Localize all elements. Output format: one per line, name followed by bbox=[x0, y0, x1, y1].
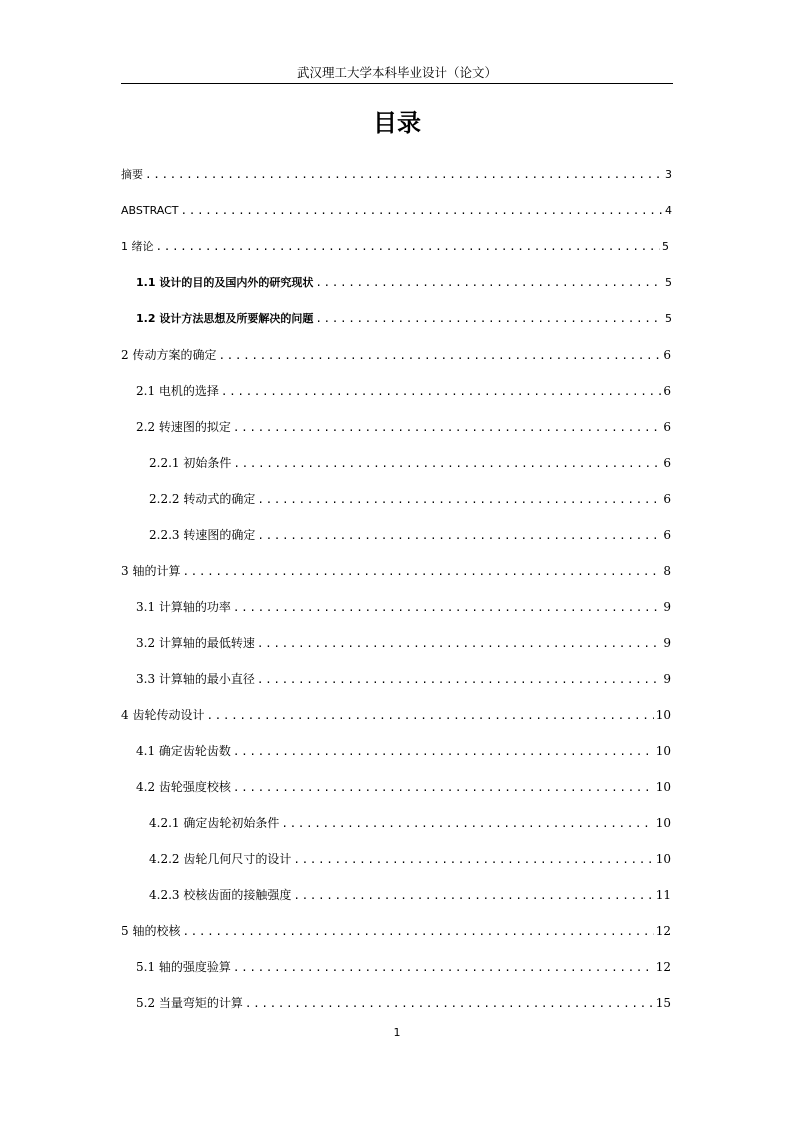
toc-leader bbox=[181, 202, 663, 220]
toc-entry[interactable] bbox=[149, 454, 671, 472]
toc-entry-label: 1 绪论 bbox=[121, 240, 154, 253]
toc-leader bbox=[315, 310, 663, 328]
toc-entry-label: 1.1 设计的目的及国内外的研究现状 bbox=[136, 276, 314, 289]
toc-leader bbox=[145, 166, 663, 184]
toc-entry[interactable] bbox=[149, 814, 671, 832]
toc-entry-page: 6 bbox=[663, 456, 671, 470]
toc-entry-label: 4.1 确定齿轮齿数 bbox=[136, 744, 231, 758]
toc-entry-page: 6 bbox=[663, 348, 671, 362]
toc-entry[interactable] bbox=[121, 562, 671, 580]
toc-entry-page: 10 bbox=[655, 852, 671, 866]
toc-leader bbox=[221, 383, 661, 400]
toc-entry-page: 5 bbox=[662, 240, 669, 253]
toc-entry[interactable] bbox=[136, 958, 671, 976]
toc-entry[interactable] bbox=[136, 310, 672, 328]
toc-entry-page: 9 bbox=[663, 636, 671, 650]
toc-leader bbox=[281, 815, 653, 832]
toc-leader bbox=[233, 419, 661, 436]
toc-leader bbox=[233, 959, 654, 976]
toc-entry[interactable] bbox=[121, 346, 671, 364]
toc-entry[interactable] bbox=[136, 742, 671, 760]
header-rule bbox=[121, 83, 673, 84]
toc-entry-label: 摘要 bbox=[121, 168, 143, 181]
toc-entry-page: 15 bbox=[655, 996, 671, 1010]
toc-entry[interactable] bbox=[121, 202, 672, 220]
toc-leader bbox=[315, 274, 663, 292]
toc-entry-label: 3.3 计算轴的最小直径 bbox=[136, 672, 255, 686]
toc-entry[interactable] bbox=[136, 382, 671, 400]
toc-entry-page: 10 bbox=[655, 708, 671, 722]
toc-entry[interactable] bbox=[149, 526, 671, 544]
toc-entry[interactable] bbox=[149, 490, 671, 508]
toc-entry[interactable] bbox=[136, 598, 671, 616]
toc-entry[interactable] bbox=[136, 274, 672, 292]
toc-leader bbox=[257, 491, 661, 508]
toc-entry-label: 1.2 设计方法思想及所要解决的问题 bbox=[136, 312, 314, 325]
toc-entry-page: 6 bbox=[663, 420, 671, 434]
toc-entry-label: 3.1 计算轴的功率 bbox=[136, 600, 231, 614]
toc-leader bbox=[156, 238, 661, 256]
toc-entry-label: 4 齿轮传动设计 bbox=[121, 708, 205, 722]
toc-entry-label: 4.2.3 校核齿面的接触强度 bbox=[149, 888, 292, 902]
toc-entry-page: 10 bbox=[655, 816, 671, 830]
toc-entry[interactable] bbox=[136, 418, 671, 436]
toc-entry-page: 11 bbox=[655, 888, 671, 902]
toc-leader bbox=[245, 995, 654, 1012]
toc-entry-page: 9 bbox=[663, 600, 671, 614]
toc-leader bbox=[257, 635, 661, 652]
toc-entry-page: 5 bbox=[665, 312, 672, 325]
toc-entry[interactable] bbox=[149, 850, 671, 868]
toc-entry[interactable] bbox=[136, 778, 671, 796]
toc-entry[interactable] bbox=[136, 634, 671, 652]
toc-entry-label: 3.2 计算轴的最低转速 bbox=[136, 636, 255, 650]
toc-entry[interactable] bbox=[121, 166, 672, 184]
toc-entry-label: ABSTRACT bbox=[121, 204, 179, 217]
toc-entry-page: 6 bbox=[663, 384, 671, 398]
toc-entry-page: 5 bbox=[665, 276, 672, 289]
toc-entry-label: 2.2.2 转动式的确定 bbox=[149, 492, 256, 506]
toc-leader bbox=[233, 743, 654, 760]
toc-leader bbox=[257, 671, 661, 688]
toc-entry[interactable] bbox=[136, 994, 671, 1012]
toc-entry[interactable] bbox=[136, 670, 671, 688]
toc-leader bbox=[182, 563, 661, 580]
toc-entry-page: 12 bbox=[655, 960, 671, 974]
toc-entry-page: 3 bbox=[665, 168, 672, 181]
toc-leader bbox=[182, 923, 653, 940]
toc-entry[interactable] bbox=[149, 886, 671, 904]
toc-entry-label: 4.2 齿轮强度校核 bbox=[136, 780, 231, 794]
toc-entry[interactable] bbox=[121, 922, 671, 940]
page-header: 武汉理工大学本科毕业设计（论文） bbox=[296, 65, 497, 80]
toc-leader bbox=[233, 455, 661, 472]
toc-leader bbox=[257, 527, 661, 544]
toc-entry-label: 4.2.2 齿轮几何尺寸的设计 bbox=[149, 852, 292, 866]
toc-title: 目录 bbox=[373, 109, 421, 137]
toc-entry-page: 4 bbox=[665, 204, 672, 217]
toc-entry-label: 5.2 当量弯矩的计算 bbox=[136, 996, 243, 1010]
toc-entry-label: 2.2.3 转速图的确定 bbox=[149, 528, 256, 542]
toc-entry-page: 10 bbox=[655, 744, 671, 758]
toc-entry-label: 3 轴的计算 bbox=[121, 564, 181, 578]
toc-entry-label: 2.2.1 初始条件 bbox=[149, 456, 232, 470]
toc-leader bbox=[293, 851, 653, 868]
toc-entry-label: 4.2.1 确定齿轮初始条件 bbox=[149, 816, 280, 830]
toc-entry[interactable] bbox=[121, 706, 671, 724]
toc-entry-label: 5 轴的校核 bbox=[121, 924, 181, 938]
toc-entry-page: 10 bbox=[655, 780, 671, 794]
toc-leader bbox=[206, 707, 653, 724]
page-number: 1 bbox=[393, 1026, 401, 1039]
toc-entry-label: 5.1 轴的强度验算 bbox=[136, 960, 231, 974]
toc-entry-label: 2.1 电机的选择 bbox=[136, 384, 219, 398]
toc-leader bbox=[233, 779, 654, 796]
toc-entry-page: 9 bbox=[663, 672, 671, 686]
toc-leader bbox=[218, 347, 661, 364]
toc-entry-label: 2.2 转速图的拟定 bbox=[136, 420, 231, 434]
toc-leader bbox=[233, 599, 661, 616]
toc-entry-page: 6 bbox=[663, 492, 671, 506]
toc-leader bbox=[293, 887, 653, 904]
toc-entry-page: 6 bbox=[663, 528, 671, 542]
toc-entry-page: 8 bbox=[663, 564, 671, 578]
toc-entry-page: 12 bbox=[655, 924, 671, 938]
toc-entry-label: 2 传动方案的确定 bbox=[121, 348, 217, 362]
toc-entry[interactable] bbox=[121, 238, 669, 256]
